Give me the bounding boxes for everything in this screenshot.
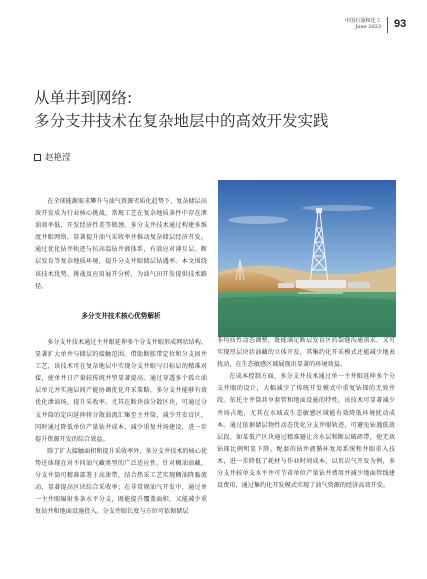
- title-line-1: 从单井到网络:: [34, 89, 133, 107]
- body-paragraph: 多分支井技术通过主井眼延伸多个分支井眼形成网状结构，显著扩大单井与储层的接触范围。借助断胀带定位和分支固井工艺，该技术可在复杂地层中实现分支井眼与目标层的精准对接，使单井日产量较传统井型显著提高。通过穿透多个孤立油层单元并实施层间产能协调优化开采策略，多分支井能够有效优化泄油场，提升采收率。尤其在断块油分散区块，可通过分支井筒的定向延伸将分散油流汇集至主井筒，减少开发盲区，同时通过降低单位产量钻井成本，减少重复井场建设，进一步提升资源开发的综合效益。: [35, 339, 207, 443]
- publication-name: 中国石油和化工: [344, 18, 381, 24]
- section-heading: 多分支井技术核心优势解析: [81, 312, 161, 320]
- byline-square-icon: [34, 154, 41, 161]
- title-line-2: 多分支井技术在复杂地层中的高效开发实践: [34, 112, 329, 130]
- oil-derrick-photo-icon: [218, 180, 396, 337]
- intro-block: [35, 196, 207, 293]
- article-title: [34, 87, 329, 133]
- body-left-column: [35, 337, 207, 518]
- author-name: 赵艳滢: [45, 153, 71, 163]
- issue-date: June 2023: [355, 24, 381, 30]
- intro-paragraph: 在全球能源需求攀升与油气资源劣质化趋势下，复杂储层高效开发成为行业核心挑战。常规工艺在复杂地质条件中存在泄油效率低、开发经济性差等瓶颈。多分支井技术通过构建多维度井眼网络，显著提升油气采收率并推动复杂储层经济开发。通过优化钻井轨迹与抗高温钻井液体系，有效应对薄互层、断层发育等复杂地质环境，提升分支井眼储层钻遇率。本文围绕该技术优势、挑战及应用展开分析，为油气田开发提供技术路径。: [35, 198, 207, 290]
- running-header: [345, 18, 381, 30]
- page-number: 93: [394, 18, 407, 30]
- header-divider: [387, 17, 388, 33]
- body-paragraph: 非均质性动态调整，既能满足断层发育区的裂缝沟通需求，又可实现厚层块状油藏的立体开发，其集约化开采模式还能减少地表扰动，在生态敏感区域展现出显著的环境效益。: [217, 337, 395, 369]
- body-right-column: [217, 335, 395, 492]
- byline: [34, 151, 71, 163]
- body-paragraph: 除了扩大接触面积和提升采收率外，多分支井技术的核心优势还体现在对不同油气藏类型的广泛适应性。针对稠油油藏，分支井筒可精准部署于高渗带，结合热采工艺实现稠油降黏流动，显著提高区块综合采收率；在非常规油气开发中，通过单一主井眼辐射多条水平分支，既能提升覆盖面积，又能减少重复钻井和地面设施投入。分支井眼长度与方位可依据储层: [35, 447, 207, 516]
- body-paragraph: 在成本控制方面，多分支井技术通过单一主井眼延伸多个分支井眼的设计，大幅减少了传统开发模式中重复钻探的无效井段。依托主井筒共享套管和地面设施的特性，该技术可显著减少井场占地，尤其在水域或生态敏感区域能有效降低环境扰动成本。通过依据储层物性动态优化分支井眼轨迹，可避免钻遇低效层段，如某低产区块通过精准避让含水层和断层破碎带，使无效钻探比例明显下降。配套的钻井液循环复用系统和井眼重入技术，进一步降低了耗材与作业时间成本，以页岩气开发为例，多分支井较单支水平井可节省单位产量钻井费用并减少地面管线建设费用，通过集约化开发模式实现了油气资源的经济高效开发。: [217, 373, 395, 490]
